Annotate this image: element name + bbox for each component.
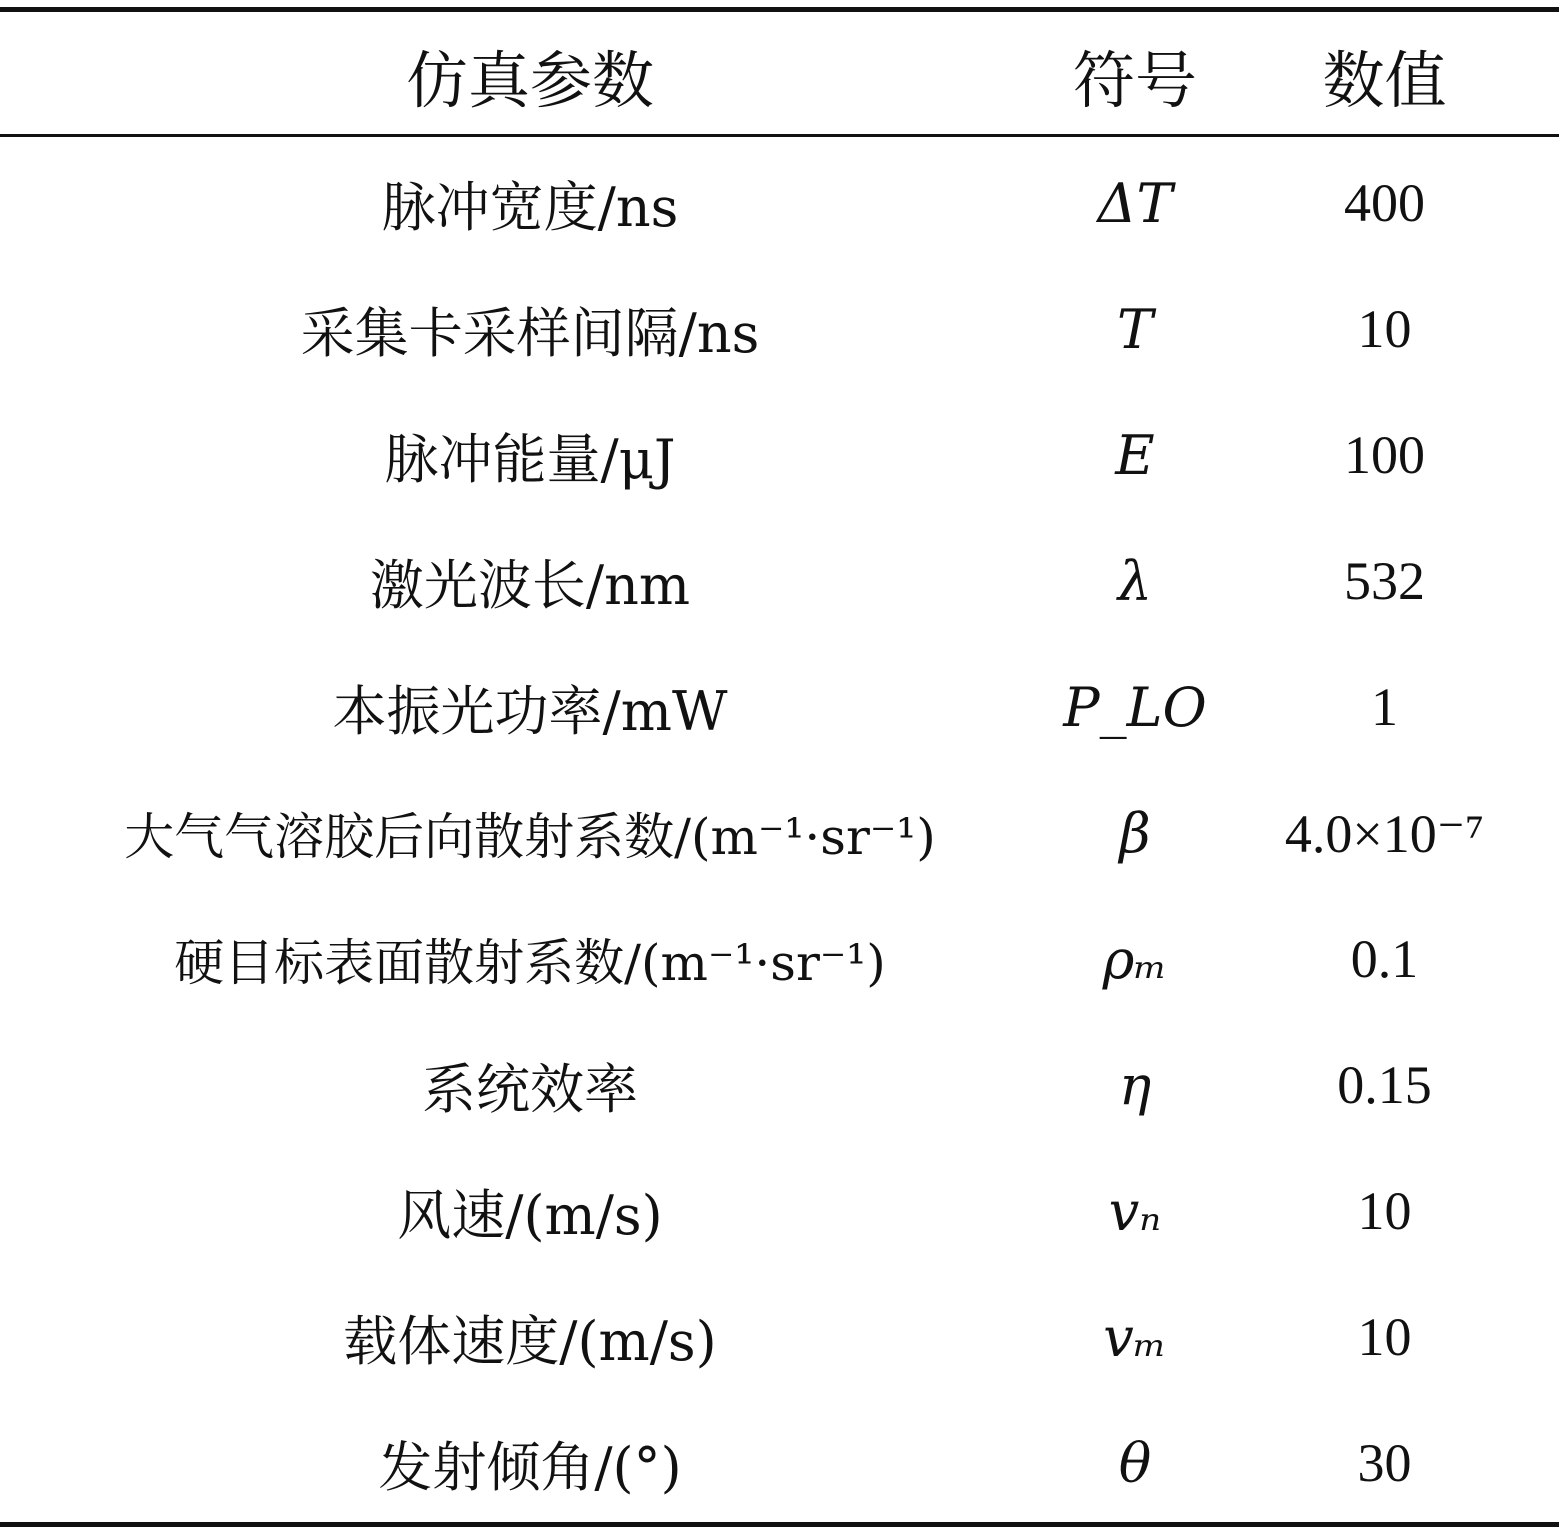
table-row — [0, 140, 1559, 266]
table-row — [0, 1274, 1559, 1400]
param-symbol: vₘ — [1103, 1305, 1167, 1369]
param-name: 脉冲宽度/ns — [381, 175, 679, 239]
param-name: 激光波长/nm — [369, 553, 691, 617]
param-symbol: λ — [1117, 549, 1153, 613]
table-row — [0, 392, 1559, 518]
param-value: 0.1 — [1350, 929, 1419, 989]
param-value: 10 — [1357, 1307, 1412, 1367]
param-value: 100 — [1344, 425, 1425, 485]
param-value: 532 — [1344, 551, 1425, 611]
header-symbol: 符号 — [1072, 43, 1197, 117]
param-name: 本振光功率/mW — [332, 679, 728, 743]
bottom-rule — [0, 1522, 1559, 1527]
param-symbol: T — [1116, 297, 1154, 361]
param-value: 10 — [1357, 1181, 1412, 1241]
param-symbol: β — [1119, 801, 1151, 865]
param-symbol: η — [1118, 1053, 1152, 1117]
param-name: 大气气溶胶后向散射系数/(m⁻¹·sr⁻¹) — [124, 808, 936, 866]
table-row — [0, 896, 1559, 1022]
param-name: 系统效率 — [422, 1057, 638, 1121]
table-row — [0, 1022, 1559, 1148]
param-value: 0.15 — [1337, 1055, 1432, 1115]
param-value: 4.0×10⁻⁷ — [1284, 803, 1485, 864]
param-name: 脉冲能量/μJ — [384, 427, 676, 491]
top-rule — [0, 7, 1559, 12]
param-name: 发射倾角/(°) — [378, 1435, 682, 1499]
header-rule — [0, 134, 1559, 137]
param-name: 风速/(m/s) — [397, 1183, 663, 1247]
table-header — [0, 20, 1559, 130]
param-name: 硬目标表面散射系数/(m⁻¹·sr⁻¹) — [174, 934, 886, 992]
param-symbol: ρₘ — [1102, 927, 1168, 991]
param-symbol: P_LO — [1063, 675, 1207, 739]
param-value: 30 — [1357, 1433, 1412, 1493]
table-row — [0, 266, 1559, 392]
param-name: 载体速度/(m/s) — [343, 1309, 717, 1373]
param-value: 1 — [1371, 677, 1398, 737]
param-symbol: E — [1115, 423, 1155, 487]
table-row — [0, 770, 1559, 896]
param-name: 采集卡采样间隔/ns — [300, 301, 760, 365]
table-row — [0, 1400, 1559, 1526]
table-body — [0, 140, 1559, 1526]
param-symbol: θ — [1118, 1431, 1152, 1495]
header-param: 仿真参数 — [405, 43, 654, 117]
header-value: 数值 — [1322, 43, 1447, 117]
table-row — [0, 1148, 1559, 1274]
param-value: 400 — [1344, 173, 1425, 233]
table-row — [0, 644, 1559, 770]
param-symbol: vₙ — [1108, 1179, 1162, 1243]
table-row — [0, 518, 1559, 644]
param-symbol: ΔT — [1097, 171, 1173, 235]
param-value: 10 — [1357, 299, 1412, 359]
